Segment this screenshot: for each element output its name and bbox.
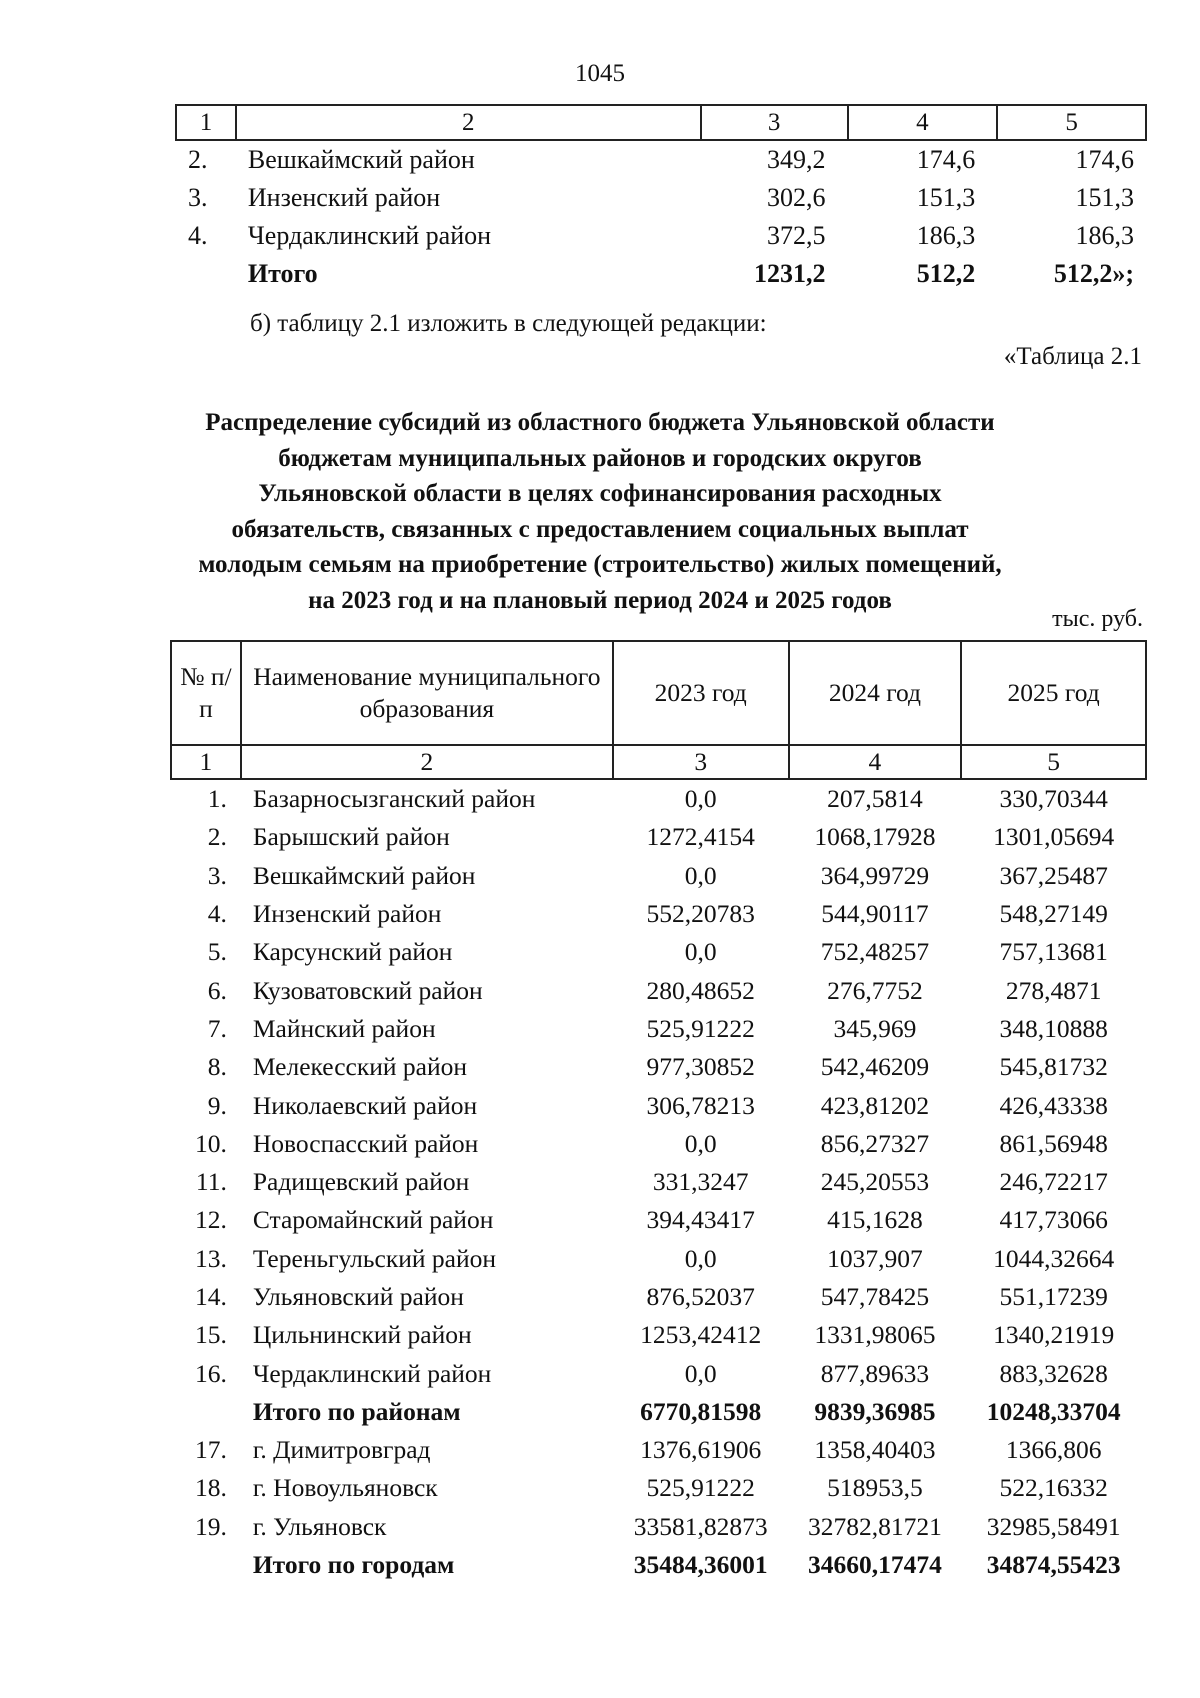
column-number-row <box>171 745 1146 779</box>
row-number: 7. <box>207 1013 227 1043</box>
value-2025: 246,72217 <box>999 1167 1108 1197</box>
table-row <box>171 895 1146 933</box>
amendment-text: б) таблицу 2.1 изложить в следующей редакции: <box>250 310 767 337</box>
value-2025: 417,73066 <box>999 1205 1108 1235</box>
col-number-cell: 5 <box>961 745 1146 779</box>
value-2025: 1340,21919 <box>993 1320 1115 1350</box>
district-name: Вешкаймский район <box>252 860 476 890</box>
district-name: Вешкаймский район <box>247 145 475 174</box>
col-number-cell: 2 <box>241 745 613 779</box>
value-2024: 752,48257 <box>820 937 930 967</box>
row-number: 13. <box>194 1243 227 1273</box>
total-label: Итого по городам <box>252 1550 455 1580</box>
header-row <box>171 641 1146 745</box>
units-label: тыс. руб. <box>1052 606 1143 632</box>
total-row <box>171 1393 1146 1431</box>
value-2024: 877,89633 <box>820 1358 930 1388</box>
value-2023: 394,43417 <box>646 1205 755 1235</box>
table-row <box>171 1316 1146 1354</box>
value-2025: 32985,58491 <box>986 1511 1121 1541</box>
row-number: 6. <box>207 975 227 1005</box>
table-row <box>171 1278 1146 1316</box>
district-name: Майнский район <box>252 1013 436 1043</box>
value-2024: 542,46209 <box>820 1052 930 1082</box>
row-number: 14. <box>194 1282 227 1311</box>
header-2023: 2023 год <box>613 641 789 745</box>
value-2025: 551,17239 <box>999 1282 1108 1311</box>
table-row <box>176 179 1146 217</box>
value-2025: 1044,32664 <box>993 1243 1115 1273</box>
subsidies-table <box>170 640 1147 1584</box>
district-name: Базарносызганский район <box>252 784 536 814</box>
value-col5: 151,3 <box>1075 183 1134 212</box>
value-2023: 0,0 <box>684 784 717 814</box>
value-2023: 306,78213 <box>646 1090 755 1120</box>
district-name: Старомайнский район <box>252 1205 494 1235</box>
value-2023: 33581,82873 <box>633 1511 768 1541</box>
value-2023: 6770,81598 <box>640 1396 762 1426</box>
title-line: обязательств, связанных с предоставлением социальных выплат <box>231 515 969 543</box>
row-number <box>171 1546 241 1584</box>
value-2025: 861,56948 <box>999 1128 1108 1158</box>
table-row <box>171 971 1146 1009</box>
district-name: Кузоватовский район <box>252 975 483 1005</box>
col-number-cell: 2 <box>236 105 701 140</box>
value-2024: 1037,907 <box>827 1243 923 1273</box>
col-number-cell: 4 <box>848 105 998 140</box>
table-row <box>171 1508 1146 1546</box>
row-number: 10. <box>194 1128 227 1158</box>
value-col4: 174,6 <box>916 145 976 174</box>
value-2025: 330,70344 <box>999 784 1108 814</box>
value-2024: 1358,40403 <box>814 1435 936 1465</box>
value-2025: 367,25487 <box>999 860 1108 890</box>
district-name: Ульяновский район <box>252 1282 464 1311</box>
value-2023: 1253,42412 <box>640 1320 762 1350</box>
district-name: Карсунский район <box>252 937 453 967</box>
district-name: Чердаклинский район <box>247 221 492 250</box>
header-number: № п/п <box>171 641 241 745</box>
value-2024: 207,5814 <box>827 784 923 814</box>
value-2024: 415,1628 <box>827 1205 923 1235</box>
value-2025: 10248,33704 <box>986 1396 1121 1426</box>
total-col4: 512,2 <box>916 259 976 288</box>
district-name: Радищевский район <box>252 1167 470 1197</box>
row-number: 15. <box>194 1320 227 1350</box>
district-name: г. Ульяновск <box>252 1511 387 1541</box>
header-2024: 2024 год <box>789 641 962 745</box>
title-line: бюджетам муниципальных районов и городских округов <box>278 444 922 472</box>
total-row <box>176 255 1146 293</box>
district-name: Барышский район <box>252 822 450 852</box>
value-2024: 345,969 <box>833 1013 917 1043</box>
table-row <box>171 1163 1146 1201</box>
total-label: Итого <box>247 259 318 288</box>
value-2023: 280,48652 <box>646 975 755 1005</box>
row-number: 2. <box>188 145 208 174</box>
value-2025: 426,43338 <box>999 1090 1108 1120</box>
row-number: 4. <box>207 899 227 929</box>
continuation-table <box>175 104 1147 293</box>
table-row <box>171 1125 1146 1163</box>
table-row <box>171 1431 1146 1469</box>
district-name: Мелекесский район <box>252 1052 468 1082</box>
value-2023: 525,91222 <box>646 1013 755 1043</box>
value-2024: 547,78425 <box>820 1282 930 1311</box>
district-name: Тереньгульский район <box>252 1243 497 1273</box>
value-2023: 331,3247 <box>652 1167 749 1197</box>
value-2023: 525,91222 <box>646 1473 755 1503</box>
row-number <box>171 1393 241 1431</box>
col-number-cell: 5 <box>997 105 1146 140</box>
total-col5: 512,2»; <box>1053 259 1134 288</box>
row-number: 17. <box>194 1435 227 1465</box>
value-2024: 423,81202 <box>820 1090 930 1120</box>
value-2024: 1068,17928 <box>814 822 936 852</box>
value-2023: 0,0 <box>684 1358 717 1388</box>
title-line: молодым семьям на приобретение (строительство) жилых помещений, <box>198 551 1002 578</box>
row-number: 11. <box>195 1167 227 1197</box>
value-2024: 518953,5 <box>827 1473 923 1503</box>
total-row <box>171 1546 1146 1584</box>
table-row <box>171 857 1146 895</box>
value-2025: 757,13681 <box>999 937 1108 967</box>
row-number: 2. <box>207 822 227 852</box>
value-2024: 276,7752 <box>827 975 923 1005</box>
value-2024: 9839,36985 <box>814 1396 936 1426</box>
district-name: Инзенский район <box>247 183 441 212</box>
value-2025: 1301,05694 <box>993 822 1115 852</box>
title-line: Ульяновской области в целях софинансирования расходных <box>258 480 942 507</box>
table-row <box>171 933 1146 971</box>
value-2023: 552,20783 <box>646 899 755 929</box>
value-2023: 0,0 <box>684 1243 717 1273</box>
table-row <box>171 1201 1146 1239</box>
col-number-cell: 1 <box>171 745 241 779</box>
row-number: 16. <box>194 1358 227 1388</box>
value-2025: 348,10888 <box>999 1013 1108 1043</box>
continuation-table-header-row <box>176 105 1146 140</box>
row-number: 3. <box>207 860 227 890</box>
value-2025: 278,4871 <box>1005 975 1102 1005</box>
value-2023: 977,30852 <box>646 1052 755 1082</box>
value-2025: 883,32628 <box>999 1358 1108 1388</box>
value-2024: 1331,98065 <box>814 1320 936 1350</box>
value-2024: 245,20553 <box>820 1167 930 1197</box>
title-line: Распределение субсидий из областного бюджета Ульяновской области <box>205 409 995 436</box>
value-2023: 35484,36001 <box>633 1550 768 1580</box>
table-row <box>171 1048 1146 1086</box>
table-row <box>171 1469 1146 1507</box>
value-2024: 32782,81721 <box>807 1511 942 1541</box>
row-number: 1. <box>207 784 227 814</box>
row-number: 4. <box>188 221 208 250</box>
value-col3: 349,2 <box>767 145 826 174</box>
value-2023: 1272,4154 <box>646 822 755 852</box>
value-col4: 151,3 <box>916 183 976 212</box>
row-number: 19. <box>194 1511 227 1541</box>
value-2025: 522,16332 <box>999 1473 1108 1503</box>
table-row <box>171 1240 1146 1278</box>
row-number: 9. <box>207 1090 227 1120</box>
row-number: 18. <box>194 1473 227 1503</box>
table-row <box>176 140 1146 179</box>
value-2025: 34874,55423 <box>986 1550 1121 1580</box>
page-number: 1045 <box>575 60 625 87</box>
table-row <box>176 217 1146 255</box>
value-2023: 1376,61906 <box>640 1435 762 1465</box>
district-name: Чердаклинский район <box>252 1358 492 1388</box>
header-name: Наименование муниципального образования <box>241 641 613 745</box>
header-2025: 2025 год <box>961 641 1146 745</box>
table-row <box>171 1354 1146 1392</box>
value-2023: 0,0 <box>684 937 717 967</box>
district-name: Цильнинский район <box>252 1320 472 1350</box>
table-row <box>171 818 1146 856</box>
table-row <box>171 779 1146 818</box>
district-name: г. Димитровград <box>252 1435 431 1465</box>
table-row <box>171 1086 1146 1124</box>
value-2023: 0,0 <box>684 860 717 890</box>
value-2023: 876,52037 <box>646 1282 755 1311</box>
col-number-cell: 1 <box>176 105 236 140</box>
value-2023: 0,0 <box>684 1128 717 1158</box>
title-line: на 2023 год и на плановый период 2024 и 2025 годов <box>308 586 892 614</box>
row-number: 3. <box>188 183 208 212</box>
row-number: 8. <box>207 1052 227 1082</box>
value-2024: 856,27327 <box>820 1128 930 1158</box>
value-2024: 544,90117 <box>821 899 929 929</box>
value-2025: 1366,806 <box>1005 1435 1102 1465</box>
value-2025: 548,27149 <box>999 899 1108 929</box>
table-title <box>150 405 1050 618</box>
col-number-cell: 3 <box>613 745 789 779</box>
row-number: 12. <box>194 1205 227 1235</box>
value-col3: 302,6 <box>767 183 826 212</box>
district-name: Новоспасский район <box>252 1128 479 1158</box>
value-col5: 174,6 <box>1075 145 1134 174</box>
table-label: «Таблица 2.1 <box>1003 343 1142 370</box>
district-name: Николаевский район <box>252 1090 478 1120</box>
col-number-cell: 3 <box>701 105 848 140</box>
total-label: Итого по районам <box>252 1396 461 1426</box>
value-2024: 34660,17474 <box>807 1550 942 1580</box>
value-col4: 186,3 <box>916 221 976 250</box>
district-name: г. Новоульяновск <box>252 1473 438 1503</box>
row-number: 5. <box>207 937 227 967</box>
table-body <box>171 779 1146 1584</box>
table-row <box>171 1010 1146 1048</box>
col-number-cell: 4 <box>789 745 962 779</box>
value-col3: 372,5 <box>767 221 826 250</box>
district-name: Инзенский район <box>252 899 442 929</box>
value-2025: 545,81732 <box>999 1052 1108 1082</box>
value-col5: 186,3 <box>1075 221 1134 250</box>
total-col3: 1231,2 <box>754 259 826 288</box>
value-2024: 364,99729 <box>820 860 930 890</box>
